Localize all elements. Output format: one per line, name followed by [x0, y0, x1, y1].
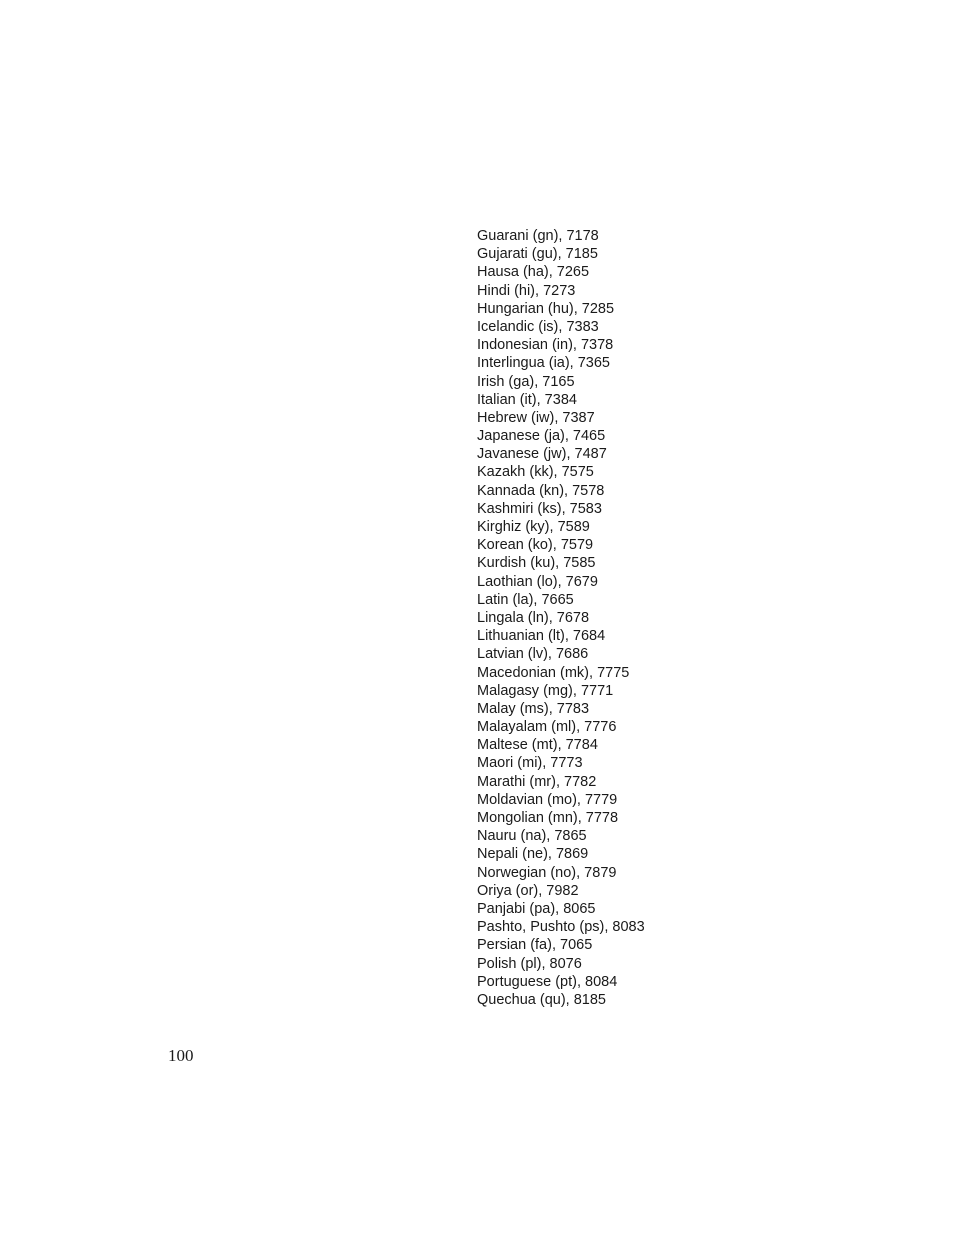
list-item: Quechua (qu), 8185 [477, 991, 606, 1008]
list-item: Norwegian (no), 7879 [477, 864, 617, 881]
list-item: Gujarati (gu), 7185 [477, 246, 598, 263]
list-item: Malayalam (ml), 7776 [477, 719, 617, 736]
list-item: Korean (ko), 7579 [477, 537, 594, 554]
list-item: Italian (it), 7384 [477, 391, 577, 408]
list-item: Oriya (or), 7982 [477, 882, 579, 899]
list-item: Kannada (kn), 7578 [477, 482, 605, 499]
list-item: Javanese (jw), 7487 [477, 446, 607, 463]
list-item: Irish (ga), 7165 [477, 373, 575, 390]
list-item: Laothian (lo), 7679 [477, 573, 598, 590]
list-item: Hausa (ha), 7265 [477, 264, 590, 281]
language-code-list [477, 227, 645, 1009]
list-item: Kurdish (ku), 7585 [477, 555, 596, 572]
list-item: Nauru (na), 7865 [477, 828, 587, 845]
list-item: Hungarian (hu), 7285 [477, 300, 615, 317]
list-item: Maori (mi), 7773 [477, 755, 583, 772]
list-item: Polish (pl), 8076 [477, 955, 582, 972]
list-item: Latin (la), 7665 [477, 591, 574, 608]
list-item: Kashmiri (ks), 7583 [477, 500, 602, 517]
list-item: Lithuanian (lt), 7684 [477, 628, 606, 645]
list-item: Hindi (hi), 7273 [477, 282, 576, 299]
list-item: Mongolian (mn), 7778 [477, 810, 619, 826]
list-item: Hebrew (iw), 7387 [477, 409, 595, 426]
list-item: Persian (fa), 7065 [477, 937, 593, 954]
list-item: Nepali (ne), 7869 [477, 846, 589, 863]
list-item: Moldavian (mo), 7779 [477, 791, 618, 808]
list-item: Japanese (ja), 7465 [477, 428, 606, 445]
list-item: Interlingua (ia), 7365 [477, 355, 610, 372]
list-item: Malagasy (mg), 7771 [477, 682, 614, 699]
list-item: Marathi (mr), 7782 [477, 773, 597, 790]
list-item: Portuguese (pt), 8084 [477, 973, 618, 990]
list-item: Kirghiz (ky), 7589 [477, 519, 590, 535]
list-item: Indonesian (in), 7378 [477, 337, 614, 354]
list-item: Icelandic (is), 7383 [477, 318, 599, 335]
list-item: Macedonian (mk), 7775 [477, 664, 630, 681]
list-item: Pashto, Pushto (ps), 8083 [477, 919, 645, 936]
list-item: Malay (ms), 7783 [477, 700, 590, 717]
list-item: Lingala (ln), 7678 [477, 609, 590, 626]
list-item: Kazakh (kk), 7575 [477, 464, 594, 481]
list-item: Latvian (lv), 7686 [477, 646, 589, 663]
list-item: Maltese (mt), 7784 [477, 737, 598, 754]
list-item: Guarani (gn), 7178 [477, 228, 599, 244]
page-number: 100 [168, 1046, 194, 1065]
list-item: Panjabi (pa), 8065 [477, 900, 596, 917]
